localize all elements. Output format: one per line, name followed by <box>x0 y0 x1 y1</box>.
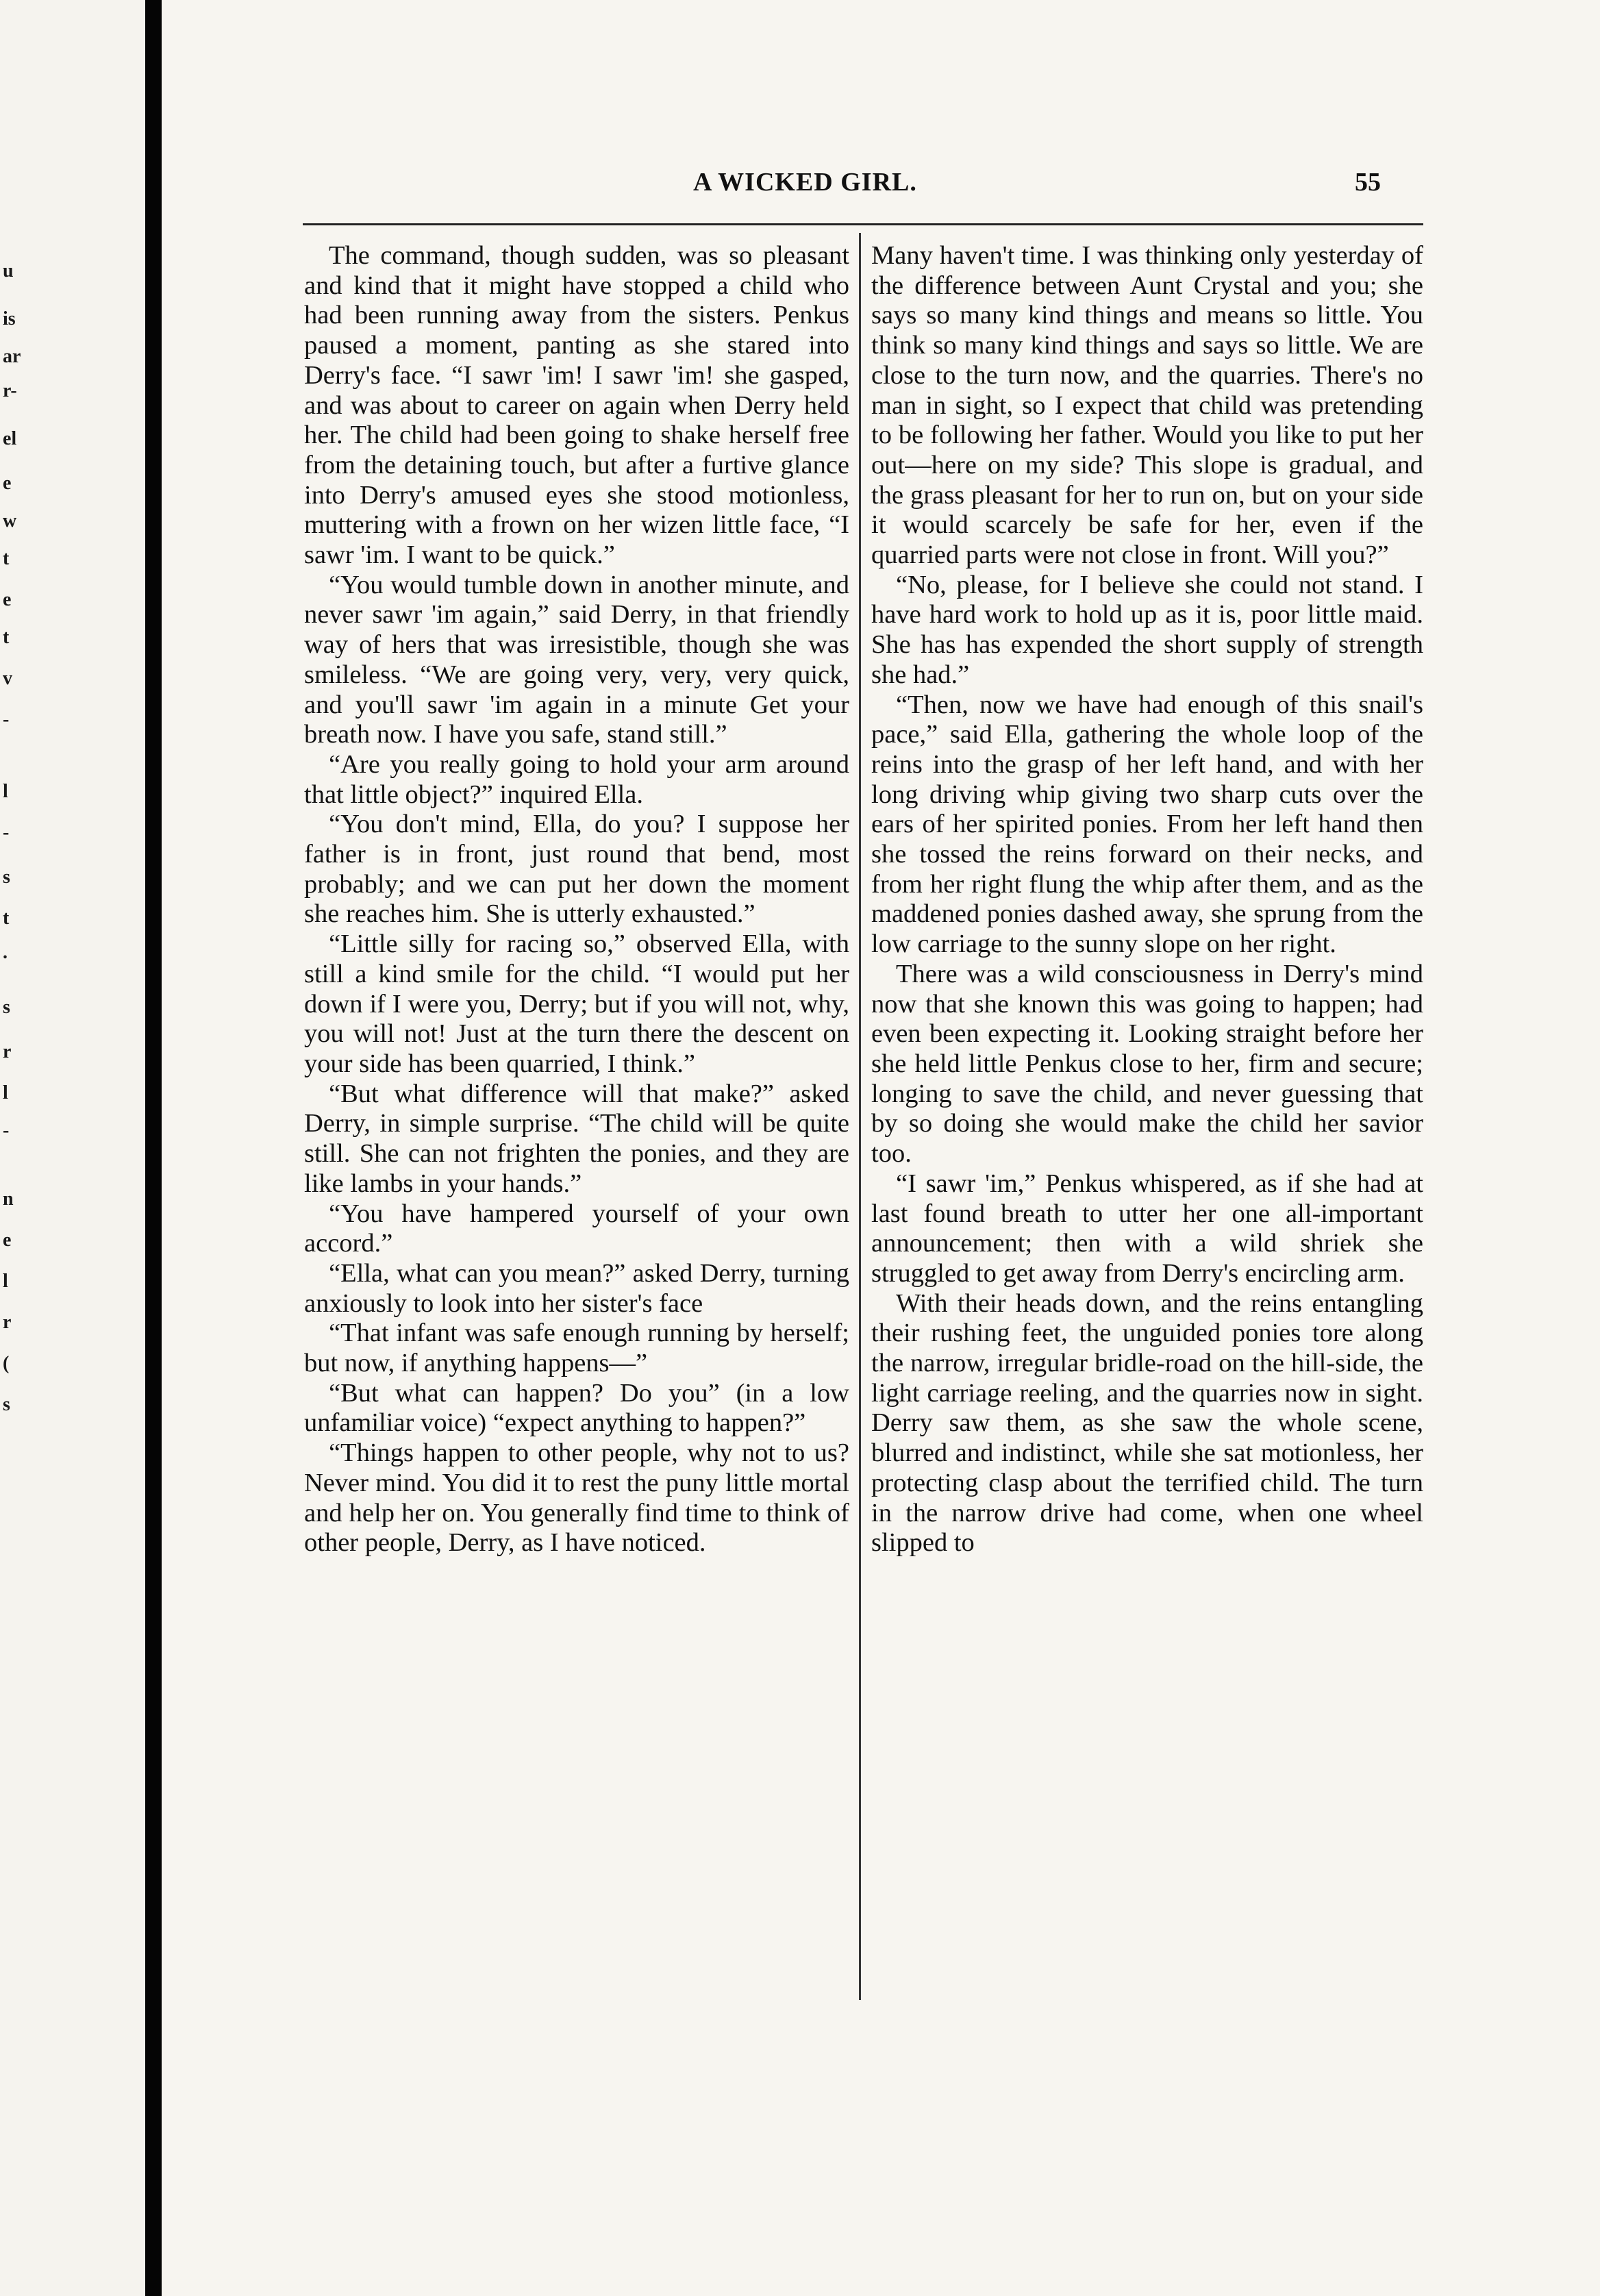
page-header <box>162 167 1600 208</box>
paragraph: There was a wild consciousness in Derry's mind now that she known this was going to happen; had even been expecting it. Looking straight before her she held little Penkus close to her, firm and secure; longing to save the child, and never guessing that by so doing she would make the child her savior too. <box>871 959 1423 1169</box>
previous-page-fragment: r- <box>3 380 17 401</box>
book-gutter <box>145 0 162 2296</box>
previous-page-fragment: r <box>3 1041 12 1062</box>
left-column <box>304 241 849 1558</box>
previous-page-fragment: s <box>3 1394 10 1415</box>
previous-page-fragment: s <box>3 866 10 888</box>
paragraph: “You have hampered yourself of your own accord.” <box>304 1199 849 1258</box>
previous-page-fragments <box>0 0 145 2296</box>
paragraph: “Then, now we have had enough of this snail's pace,” said Ella, gathering the whole loop of the reins into the grasp of her left hand, and with her long driving whip giving two sharp cuts over the ears of her spirited ponies. From her left hand then she tossed the reins forward on their necks, and from her right flung the whip after them, and as the maddened ponies dashed away, she sprung from the low carriage to the sunny slope on her right. <box>871 690 1423 959</box>
paragraph: “Are you really going to hold your arm around that little object?” inquired Ella. <box>304 749 849 809</box>
previous-page-fragment: e <box>3 589 12 610</box>
column-divider <box>859 233 861 2000</box>
previous-page-fragment: ar <box>3 346 21 367</box>
previous-page-edge <box>0 0 145 2296</box>
previous-page-fragment: n <box>3 1188 14 1210</box>
paragraph: The command, though sudden, was so pleasant and kind that it might have stopped a child who had been running away from the sisters. Penkus paused a moment, panting as she stared into Derry's face. “I sawr 'im! I sawr 'im! she gasped, and was about to career on again when Derry held her. The child had been going to shake herself free from the detaining touch, but after a furtive glance into Derry's amused eyes she stood motionless, muttering with a frown on her wizen little face, “I sawr 'im. I want to be quick.” <box>304 241 849 570</box>
right-column <box>871 241 1423 1558</box>
previous-page-fragment: v <box>3 668 12 689</box>
paragraph: “You would tumble down in another minute, and never sawr 'im again,” said Derry, in that friendly way of hers that was irresistible, though she was smileless. “We are going very, very, very quick, and you'll sawr 'im again in a minute Get your breath now. I have you safe, stand still.” <box>304 570 849 749</box>
paragraph: “Things happen to other people, why not to us? Never mind. You did it to rest the puny little mortal and help her on. You generally find time to think of other people, Derry, as I have noticed. <box>304 1438 849 1558</box>
paragraph: With their heads down, and the reins entangling their rushing feet, the unguided ponies tore along the narrow, irregular bridle-road on the hill-side, the light carriage reeling, and the quarries now in sight. Derry saw them, as she saw the whole scene, blurred and indistinct, while she sat motionless, her protecting clasp about the terrified child. The turn in the narrow drive had come, when one wheel slipped to <box>871 1288 1423 1558</box>
previous-page-fragment: w <box>3 510 17 532</box>
previous-page-fragment: ( <box>3 1353 10 1374</box>
previous-page-fragment: - <box>3 1120 10 1141</box>
previous-page-fragment: t <box>3 627 10 648</box>
page-number: 55 <box>1355 168 1381 197</box>
previous-page-fragment: t <box>3 548 10 569</box>
paragraph: “That infant was safe enough running by herself; but now, if anything happens—” <box>304 1319 849 1378</box>
previous-page-fragment: - <box>3 709 10 730</box>
paragraph: “You don't mind, Ella, do you? I suppose her father is in front, just round that bend, most probably; and we can put her down the moment she reaches him. She is utterly exhausted.” <box>304 810 849 929</box>
header-rule <box>303 223 1423 225</box>
paragraph: “But what difference will that make?” asked Derry, in simple surprise. “The child will be quite still. She can not frighten the ponies, and they are like lambs in your hands.” <box>304 1079 849 1198</box>
previous-page-fragment: r <box>3 1312 12 1333</box>
paragraph: “I sawr 'im,” Penkus whispered, as if she had at last found breath to utter her one all-important announcement; then with a wild shriek she struggled to get away from Derry's encircling arm. <box>871 1169 1423 1288</box>
previous-page-fragment: e <box>3 473 12 494</box>
paragraph: “No, please, for I believe she could not stand. I have hard work to hold up as it is, poor little maid. She has has expended the short supply of strength she had.” <box>871 570 1423 689</box>
paragraph: “But what can happen? Do you” (in a low unfamiliar voice) “expect anything to happen?” <box>304 1378 849 1438</box>
previous-page-fragment: is <box>3 308 16 329</box>
previous-page-fragment: el <box>3 428 17 449</box>
previous-page-fragment: l <box>3 1271 8 1292</box>
paragraph: “Little silly for racing so,” observed Ella, with still a kind smile for the child. “I would put her down if I were you, Derry; but if you will not, why, you will not! Just at the turn there the descent on your side has been quarried, I think.” <box>304 929 849 1078</box>
running-head: A WICKED GIRL. <box>693 168 917 197</box>
previous-page-fragment: . <box>3 942 8 963</box>
previous-page-fragment: l <box>3 1082 8 1103</box>
previous-page-fragment: s <box>3 997 10 1018</box>
paragraph: Many haven't time. I was thinking only yesterday of the difference between Aunt Crystal and you; she says so many kind things and means so little. You think so many kind things and says so little. We are close to the turn now, and the quarries. There's no man in sight, so I expect that child was pretending to be following her father. Would you like to put her out—here on my side? This slope is gradual, and the grass pleasant for her to run on, but on your side it would scarcely be safe for her, even if the quarried parts were not close in front. Will you?” <box>871 241 1423 570</box>
previous-page-fragment: e <box>3 1230 12 1251</box>
previous-page-fragment: - <box>3 822 10 843</box>
previous-page-fragment: l <box>3 781 8 802</box>
previous-page-fragment: u <box>3 260 14 282</box>
previous-page-fragment: t <box>3 908 10 929</box>
book-page <box>162 0 1600 2296</box>
paragraph: “Ella, what can you mean?” asked Derry, turning anxiously to look into her sister's face <box>304 1258 849 1318</box>
